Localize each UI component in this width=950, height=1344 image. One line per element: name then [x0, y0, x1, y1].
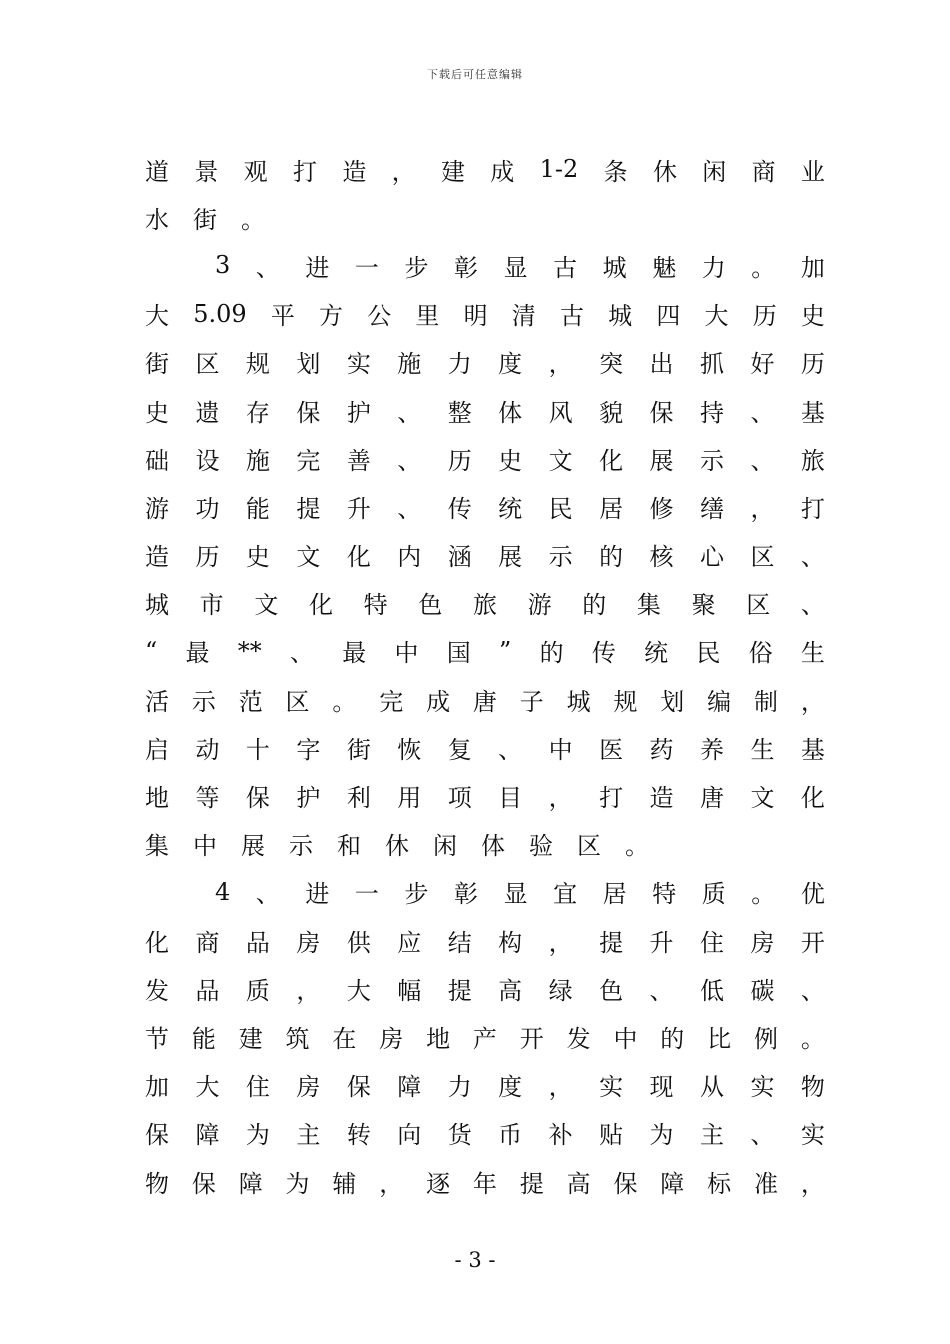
- text-line: 节 能 建 筑 在 房 地 产 开 发 中 的 比 例 。: [145, 1024, 825, 1053]
- text-line: 活 示 范 区 。 完 成 唐 子 城 规 划 编 制 ，: [145, 687, 825, 716]
- text-line: 水 街 。: [145, 205, 265, 234]
- document-body: [145, 145, 825, 1205]
- text-line: 造 历 史 文 化 内 涵 展 示 的 核 心 区 、: [145, 543, 825, 572]
- page-header: 下载后可任意编辑: [427, 68, 523, 81]
- text-line: 城 市 文 化 特 色 旅 游 的 集 聚 区 、: [145, 591, 825, 620]
- text-line: 大 5.09 平 方 公 里 明 清 古 城 四 大 历 史: [145, 299, 825, 331]
- text-line: 发 品 质 ， 大 幅 提 高 绿 色 、 低 碳 、: [145, 976, 825, 1005]
- text-line: 街 区 规 划 实 施 力 度 ， 突 出 抓 好 历: [145, 350, 825, 379]
- text-line: “ 最 ** 、 最 中 国 ” 的 传 统 民 俗 生: [145, 636, 825, 668]
- page-number: - 3 -: [454, 1248, 496, 1272]
- text-line: 物 保 障 为 辅 ， 逐 年 提 高 保 障 标 准 ，: [145, 1169, 825, 1198]
- text-line: 地 等 保 护 利 用 项 目 ， 打 造 唐 文 化: [145, 784, 825, 813]
- text-line: 道 景 观 打 造 ， 建 成 1-2 条 休 闲 商 业: [145, 155, 825, 186]
- text-line: 化 商 品 房 供 应 结 构 ， 提 升 住 房 开: [145, 928, 825, 957]
- text-line: 史 遗 存 保 护 、 整 体 风 貌 保 持 、 基: [145, 398, 825, 427]
- text-line: 集 中 展 示 和 休 闲 体 验 区 。: [145, 832, 649, 861]
- text-line: 加 大 住 房 保 障 力 度 ， 实 现 从 实 物: [145, 1073, 825, 1102]
- text-line: 启 动 十 字 街 恢 复 、 中 医 药 养 生 基: [145, 735, 825, 764]
- text-line: 游 功 能 提 升 、 传 统 民 居 修 缮 ， 打: [145, 494, 825, 523]
- paragraph-4-heading-line: 4 、 进 一 步 彰 显 宜 居 特 质 。 优: [215, 877, 825, 909]
- paragraph-3-heading-line: 3 、 进 一 步 彰 显 古 城 魅 力 。 加: [215, 251, 825, 282]
- text-line: 保 障 为 主 转 向 货 币 补 贴 为 主 、 实: [145, 1121, 825, 1150]
- text-line: 础 设 施 完 善 、 历 史 文 化 展 示 、 旅: [145, 446, 825, 475]
